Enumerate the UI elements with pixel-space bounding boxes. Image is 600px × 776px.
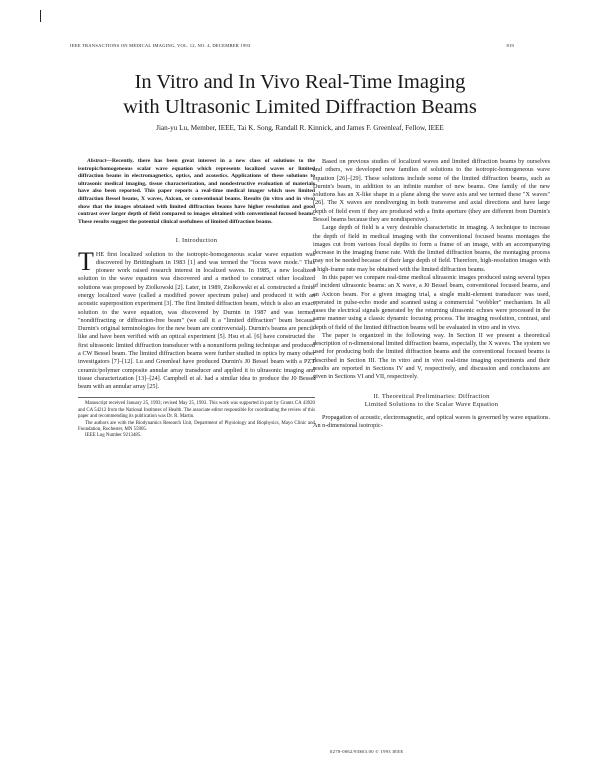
footnote-affiliation: The authors are with the Biodynamics Research Unit, Department of Physiology and Biophysics, Mayo Clinic and Foundation, Rochester, MN 55905. [78,420,315,433]
body-paragraph: In this paper we compare real-time medical ultrasonic images produced using several types of incident ultrasonic beams: an X wave, a J0 Bessel beam, conventional focused beams, and an Axicon beam. For a given imaging trial, a single multi-element transducer was used, operated in pulse-echo mode and scanned using a commercial "wobbler" mechanism. In all cases the electrical signals generated by the returning ultrasonic echoes were processed in the same manner using a classic dynamic focusing process. The imaging resolution, contrast, and depth of field of the limited diffraction beams will be evaluated in vitro and in vivo. [313,273,550,331]
abstract-label: Abstract— [87,158,112,164]
running-header [70,43,514,48]
body-paragraph: Based on previous studies of localized waves and limited diffraction beams by ourselves and others, we developed new families of solutions to the isotropic-homogeneous wave equation [26]–[29]. These solutions include some of the limited diffraction beams, such as Durnin's beam, in addition to an infinite number of new beams. One family of the new solutions has an X-like shape in a plane along the wave axis and we termed these "X waves" [26]. The X waves are nondiverging in both transverse and axial directions and have large depth of field even if they are produced with a finite aperture (they are different from Durnin's Bessel beams because they are nondispersive). [313,158,550,223]
author-list: Jian-yu Lu, Member, IEEE, Tai K. Song, Randall R. Kinnick, and James F. Greenleaf, Fellow, IEEE [156,124,444,132]
footnote-log-number: IEEE Log Number 9213485. [85,433,142,439]
right-column [313,158,550,431]
section-heading-introduction: I. Introduction [175,237,218,245]
body-paragraph: The paper is organized in the following way. In Section II we present a theoretical description of n-dimensional limited diffraction beams, especially, the X waves. The system we used for producing both the limited diffraction beams and the conventional focused beams is described in Section III. The in vitro and in vivo real-time imaging experiments and their results are reported in Sections IV and V, respectively, and discussion and conclusions are given in Sections VI and VII, respectively. [313,331,550,381]
journal-name: IEEE TRANSACTIONS ON MEDICAL IMAGING, VOL. 12, NO. 4, DECEMBER 1993 [70,43,251,48]
intro-text: HE first localized solution to the isotropic-homogeneous scalar wave equation was discovered by Brittingham in 1983 [1] and was termed the "focus wave mode." This pioneer work raised research interest in localized waves. In 1985, a new localized solution to the wave equation was discovered and a method to construct other localized solutions was proposed by Ziolkowski [2]. Later, in 1989, Ziolkowski et al. constructed a finite energy localized wave (called a modified power spectrum pulse) and produced it with an acoustic superposition experiment [3]. The first limited diffraction beam, which is also an exact solution to the wave equation, was discovered by Durnin in 1987 and was termed "nondiffracting or diffraction-free beam" (we call it a "limited diffraction" beam because Durnin's original terminologies for the new beam are controversial). Durnin's beams are pencil-like and have been verified with an optical experiment [5]. Hsu et al. [6] have constructed the first ultrasonic limited diffraction transducer with a nonuniform poling technique and produced a CW Bessel beam. The limited diffraction beams were further studied in optics by many other investigators [7]–[12]. Lu and Greenleaf have produced Durnin's J0 Bessel beam with a PZT ceramic/polymer composite annular array transducer and applied it to ultrasonic imaging and tissue characterization [13]–[24]. Campbell et al. had a similar idea to produce the J0 Bessel beam with an annular array [25]. [78,250,315,391]
left-column [78,158,315,440]
body-paragraph: Large depth of field is a very desirable characteristic in imaging. A technique to increase the depth of field in medical imaging with the conventional focused beams montages the images cut from various focal depths to form a frame of an image, with an accompanying decrease in the imaging frame rate. With the limited diffraction beams, the montaging process may not be needed because of their large depth of field. Therefore, high-resolution images with a high-frame rate may be obtained with the limited diffraction beams. [313,224,550,273]
page-corner-mark [40,10,41,22]
paper-title [60,70,540,120]
body-paragraph: Propagation of acoustic, electromagnetic, and optical waves is governed by wave equations. An n-dimensional isotropic- [313,414,550,430]
section-heading-line-2: Limited Solutions to the Scalar Wave Equation [364,400,499,408]
title-line-2: with Ultrasonic Limited Diffraction Beams [123,96,477,118]
drop-cap: T [78,246,94,276]
page-number: 819 [506,43,514,48]
copyright-line: 0278-0062/93$03.00 © 1993 IEEE [330,749,404,754]
abstract [78,158,315,226]
abstract-text: Recently, there has been great interest in a new class of solutions to the isotropic/homogeneous scalar wave equation which represents localized waves or limited diffraction beams in electromagnetics, optics, and acoustics. Applications of these solutions to ultrasonic medical imaging, tissue characterization, and nondestructive evaluation of materials have also been reported. This paper reports a real-time medical imager which uses limited diffraction Bessel beams, X waves, Axicon, or conventional beams. Results (in vitro and in vivo) show that the images obtained with limited diffraction beams have higher resolution and good contrast over larger depth of field compared to images obtained with conventional focused beams. These results suggest the potential clinical usefulness of limited diffraction beams. [78,158,315,225]
intro-paragraph [78,246,315,392]
section-heading-theory [313,393,550,410]
title-line-1: In Vitro and In Vivo Real-Time Imaging [134,71,466,93]
footnotes [78,397,315,439]
section-heading-line-1: II. Theoretical Preliminaries: Diffraction [373,392,490,400]
footnote-manuscript: Manuscript received January 25, 1993; revised May 25, 1993. This work was supported in part by Grants CA 43920 and CA 54212 from the National Institutes of Health. The associate editor responsible for coordinating the review of this paper and recommending its publication was Dr. R. Martin. [78,401,315,420]
